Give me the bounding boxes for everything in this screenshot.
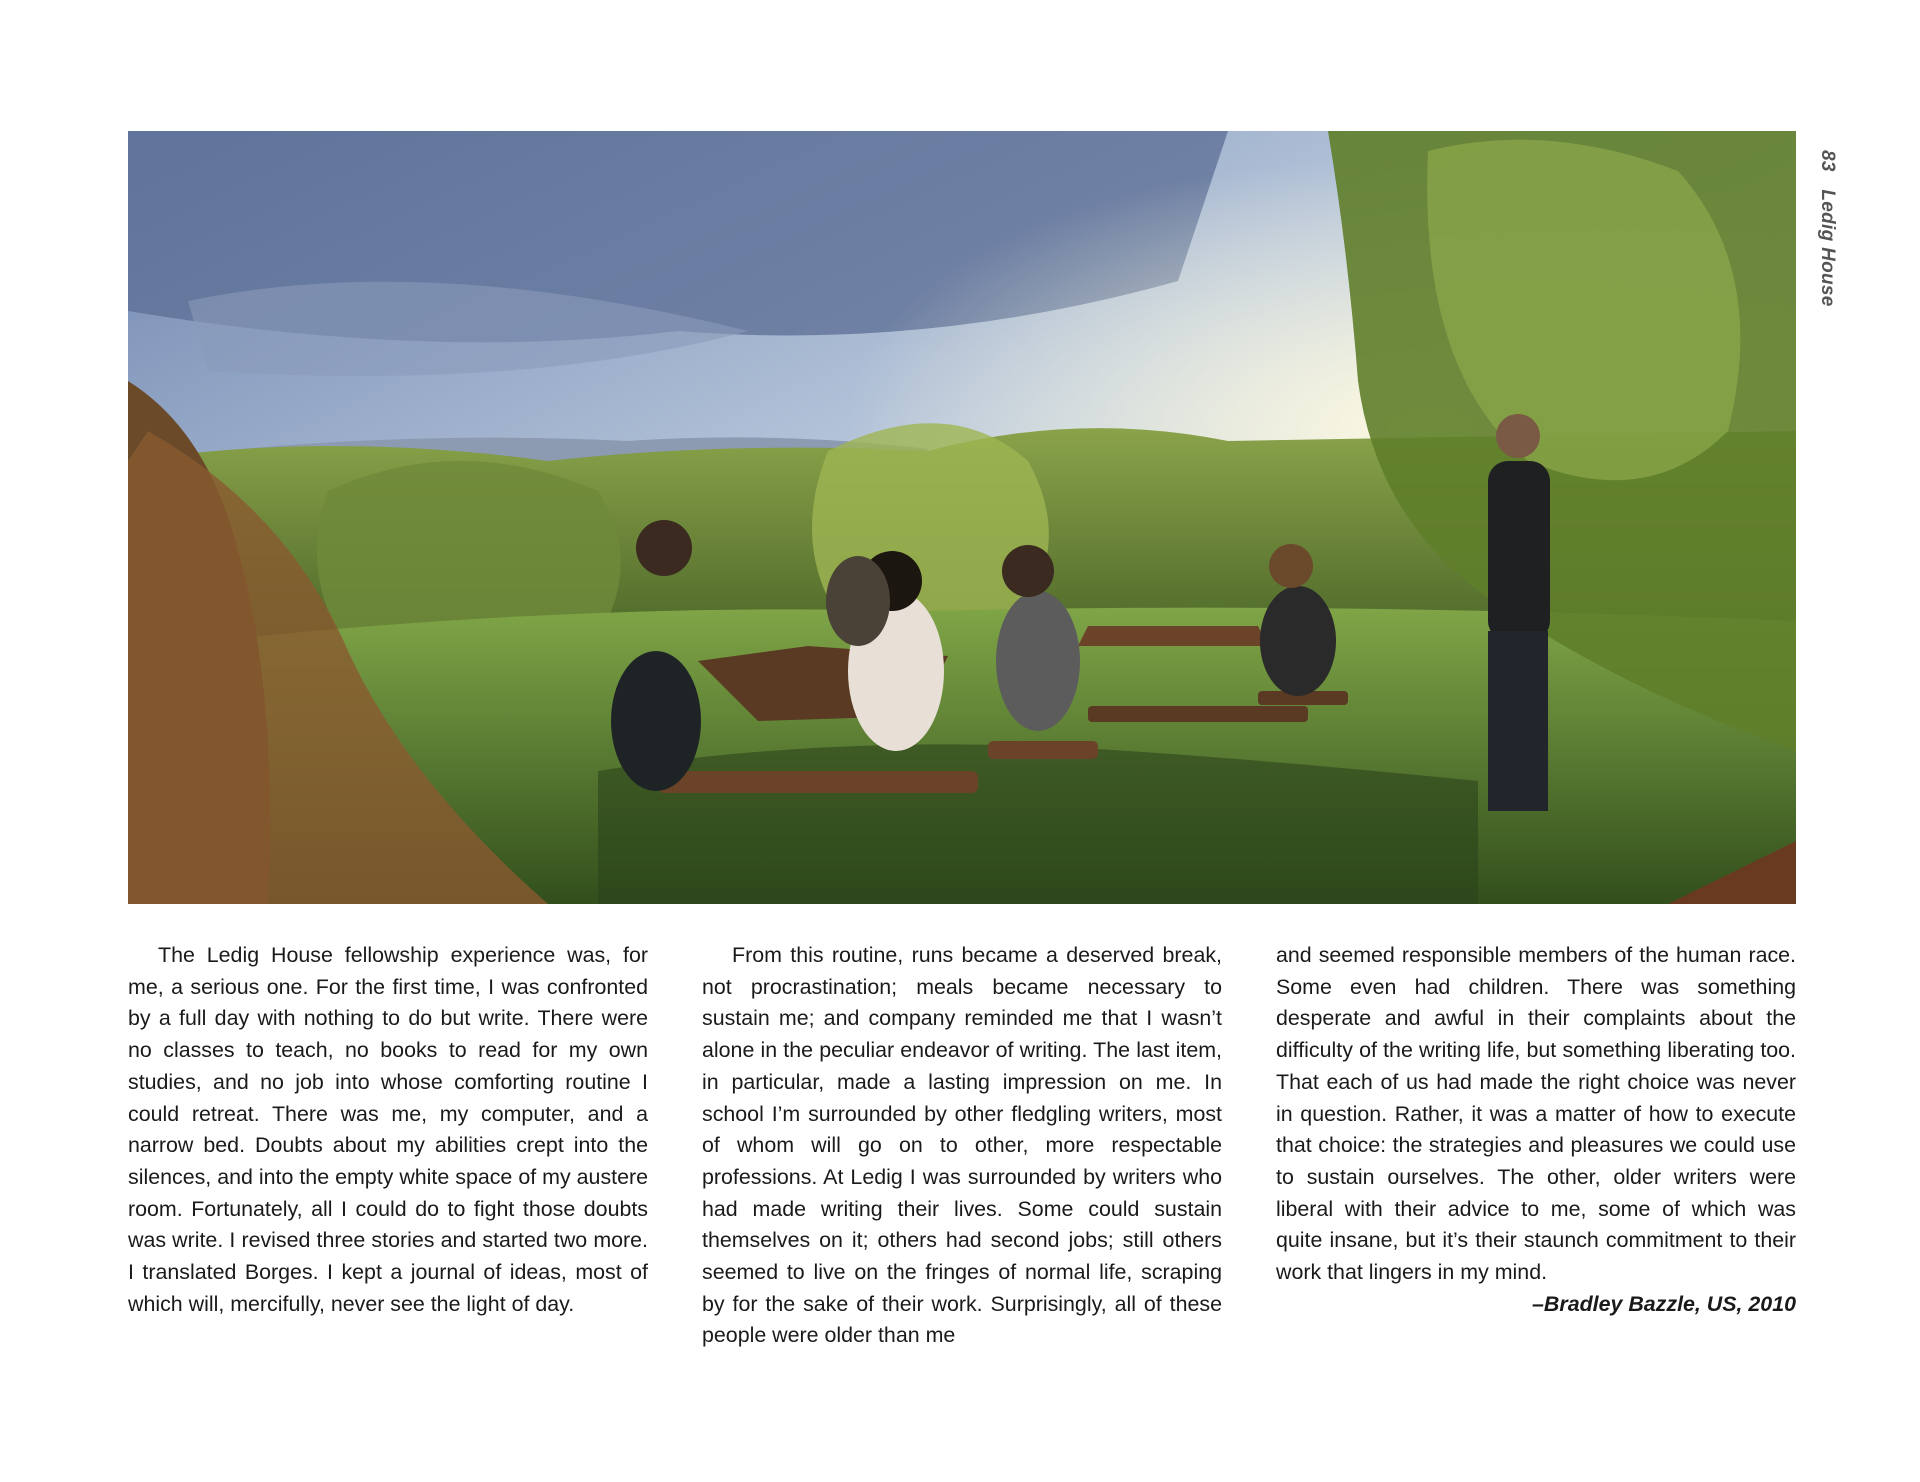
text-column-1 (128, 940, 648, 1320)
paragraph-2: From this routine, runs became a deserved break, not procrastination; meals became necessary to sustain me; and company reminded me that I wasn’t alone in the peculiar endeavor of writing. The last item, in particular, made a lasting impression on me. In school I’m surrounded by other fledgling writers, most of whom will go on to other, more respectable professions. At Ledig I was surrounded by writers who had made writing their lives. Some could sustain themselves on it; others had second jobs; still others seemed to live on the fringes of normal life, scraping by for the sake of their work. Surprisingly, all of these people were older than me (702, 943, 1222, 1348)
paragraph-3: and seemed responsible members of the human race. Some even had children. There was something desperate and awful in their complaints about the difficulty of the writing life, but something liberating too. That each of us had made the right choice was never in question. Rather, it was a matter of how to execute that choice: the strategies and pleasures we could use to sustain ourselves. The other, older writers were liberal with their advice to me, some of which was quite insane, but it’s their staunch commitment to their work that lingers in my mind. (1276, 943, 1796, 1285)
page-number: 83 (1817, 150, 1838, 172)
photo-picnic-table-gathering (128, 131, 1796, 904)
attribution: –Bradley Bazzle, US, 2010 (1532, 1291, 1796, 1316)
text-column-2 (702, 940, 1222, 1352)
text-column-3 (1276, 940, 1796, 1320)
photo-illustration (128, 131, 1796, 904)
section-title: Ledig House (1817, 189, 1838, 307)
running-head (1816, 150, 1838, 307)
paragraph-1: The Ledig House fellowship experience was, for me, a serious one. For the first time, I was confronted by a full day with nothing to do but write. There were no classes to teach, no books to read for my own studies, and no job into whose comforting routine I could retreat. There was me, my computer, and a narrow bed. Doubts about my abilities crept into the silences, and into the empty white space of my austere room. Fortunately, all I could do to fight those doubts was write. I revised three stories and started two more. I translated Borges. I kept a journal of ideas, most of which will, mercifully, never see the light of day. (128, 943, 648, 1316)
